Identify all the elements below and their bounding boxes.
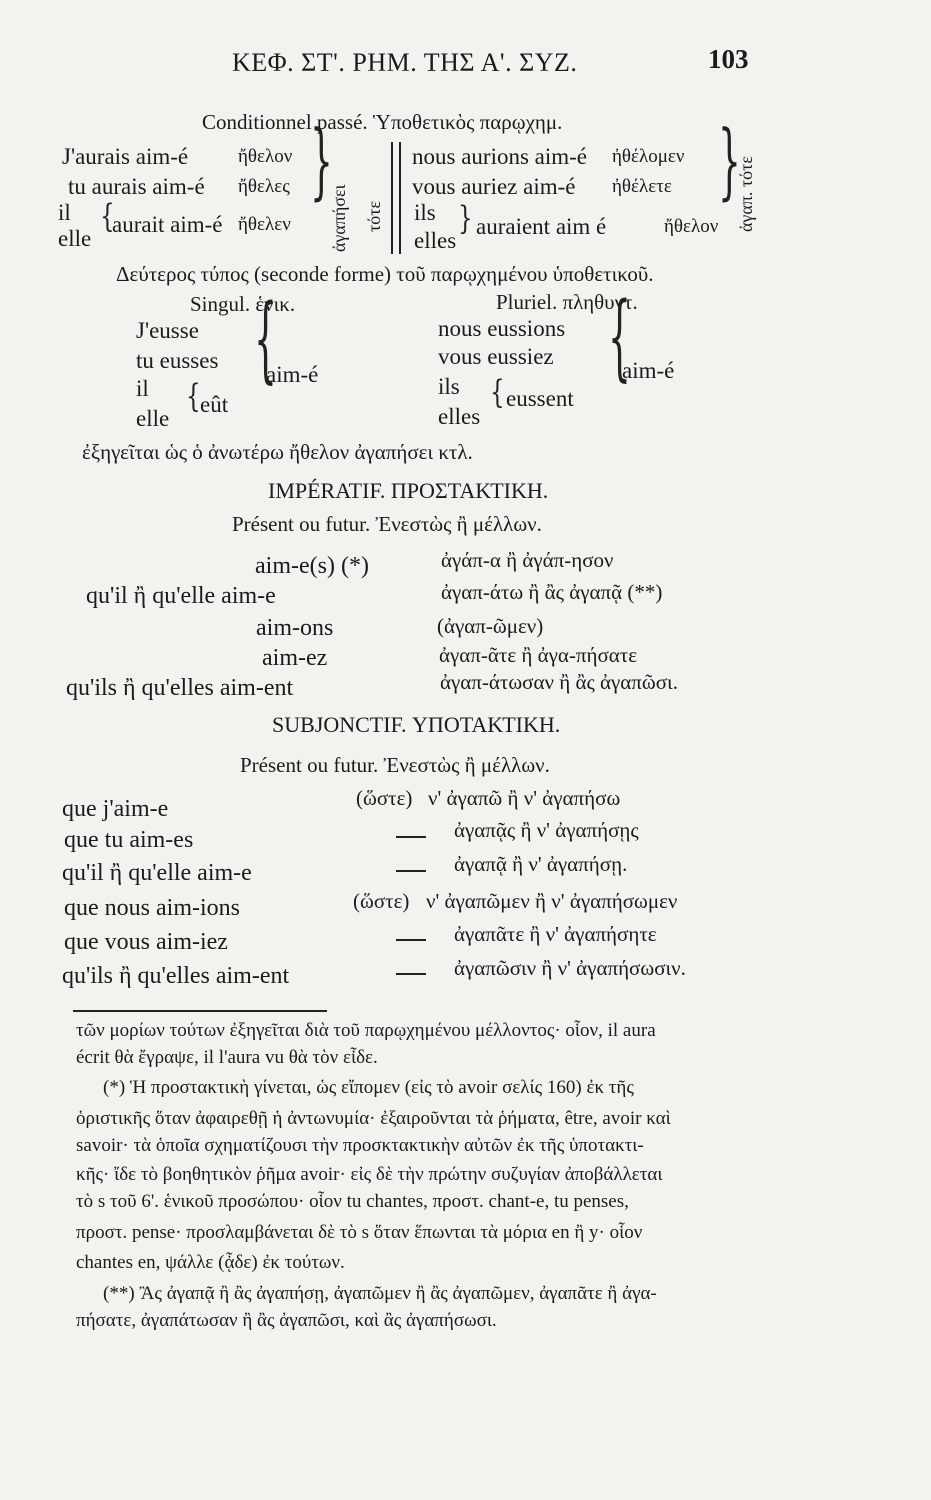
cond-sing-gr-2: ἤθελες [238,176,290,197]
second-sing-2: tu eusses [136,348,219,373]
second-sing-3: il [136,376,149,401]
second-plur-3: ils [438,374,460,399]
right-brace-icon: } [310,115,333,210]
footnote-line-6: κῆς· ἴδε τὸ βοηθητικὸν ῥῆμα avoir· εἰς δὲ τὴν πρώτην συζυγίαν ἀποβάλλεται [76,1164,663,1185]
imperatif-subtitle: Présent ou futur. Ἐνεστὼς ἢ μέλλων. [232,512,542,536]
brace-icon: { [608,285,631,392]
right-brace-icon: } [458,200,473,238]
footnote-line-3: (*) Ἡ προστακτικὴ γίνεται, ὡς εἴπομεν (εἰς τὸ avoir σελίς 160) ἐκ τῆς [103,1077,634,1098]
subjonctif-fr-3: qu'il ἢ qu'elle aim-e [62,860,252,886]
second-form-plur-label: Pluriel. πληθυντ. [496,290,638,314]
second-form-explain: ἐξηγεῖται ὡς ὁ ἀνωτέρω ἤθελον ἀγαπήσει κτλ. [82,440,473,464]
ditto-dash [396,939,426,941]
imperatif-gr-4: ἀγαπ-ᾶτε ἢ ἀγα-πήσατε [439,643,638,667]
subjonctif-fr-1: que j'aim-e [62,796,169,822]
cond-plur-gr-2: ἠθέλετε [612,176,672,197]
column-divider [391,142,393,254]
cond-pronoun-ils: ils [414,200,436,225]
cond-plur-gr-3: ἤθελον [664,216,719,237]
page-number: 103 [708,44,749,74]
right-brace-icon: } [718,115,741,210]
running-title: ΚΕΦ. ΣΤ'. ΡΗΜ. ΤΗΣ Α'. ΣΥΖ. [232,48,578,77]
footnote-line-9: chantes en, ψάλλε (ᾆδε) ἐκ τούτων. [76,1252,345,1273]
second-plur-eussent: eussent [506,386,574,411]
footnote-line-4: ὁριστικῆς ὅταν ἀφαιρεθῇ ἡ ἀντωνυμία· ἐξαιροῦνται τὰ ῥήματα, être, avoir καὶ [76,1108,671,1129]
subjonctif-gr-6: ἀγαπῶσιν ἢ ν' ἀγαπήσωσιν. [454,956,686,980]
subjonctif-gr-2: ἀγαπᾷς ἢ ν' ἀγαπήσῃς [454,818,639,842]
second-plur-aim: aim-é [622,358,675,383]
imperatif-gr-3: (ἀγαπ-ῶμεν) [437,614,544,638]
brace-icon: { [186,378,201,416]
cond-vertical-left2: τότε [364,200,384,232]
subjonctif-gr-5: ἀγαπᾶτε ἢ ν' ἀγαπήσητε [454,922,657,946]
imperatif-fr-2: qu'il ἢ qu'elle aim-e [86,583,276,609]
second-form-sing-label: Singul. ἑνικ. [190,292,296,316]
cond-sing-gr-1: ἤθελον [238,146,293,167]
subjonctif-fr-4: que nous aim-ions [64,895,240,921]
ditto-dash [396,973,426,975]
cond-sing-gr-3: ἤθελεν [238,214,291,235]
cond-plur-gr-1: ἠθέλομεν [612,146,685,167]
footnote-line-10: (**) Ἂς ἀγαπᾷ ἢ ἂς ἀγαπήσῃ, ἀγαπῶμεν ἢ ἂς ἀγαπῶμεν, ἀγαπᾶτε ἢ ἀγα- [103,1283,657,1304]
second-plur-4: elles [438,404,481,429]
footnote-line-2: écrit θὰ ἔγραψε, il l'aura vu θὰ τὸν εἶδε. [76,1047,378,1068]
subjonctif-fr-6: qu'ils ἢ qu'elles aim-ent [62,963,290,989]
cond-pronoun-il: il [58,200,71,225]
footnote-line-8: προστ. pense· προσλαμβάνεται δὲ τὸ s ὅταν ἕπωνται τὰ μόρια en ἢ y· οἷον [76,1222,643,1243]
imperatif-gr-2: ἀγαπ-άτω ἢ ἂς ἀγαπᾷ (**) [441,580,663,604]
second-sing-4: elle [136,406,170,431]
cond-sing-fr-1: J'aurais aim-é [62,144,189,169]
subjonctif-gr-1: ν' ἀγαπῶ ἢ ν' ἀγαπήσω [428,786,621,810]
imperatif-fr-5: qu'ils ἢ qu'elles aim-ent [66,675,294,701]
imperatif-title: IMPÉRATIF. ΠΡΟΣΤΑΚΤΙΚΗ. [268,478,549,503]
second-sing-eut: eût [200,392,229,417]
subjonctif-subtitle: Présent ou futur. Ἐνεστὼς ἢ μέλλων. [240,753,550,777]
subjonctif-mark-1: (ὥστε) [356,786,413,810]
second-form-title: Δεύτερος τύπος (seconde forme) τοῦ παρῳχημένου ὑποθετικοῦ. [116,262,654,286]
imperatif-fr-3: aim-ons [256,615,334,641]
brace-icon: { [254,287,277,394]
second-sing-1: J'eusse [136,318,199,343]
footnote-line-5: savoir· τὰ ὁποῖα σχηματίζουσι τὴν προσκτακτικὴν αὐτῶν ἐκ τῆς ὑποτακτι- [76,1135,644,1156]
cond-sing-fr-2: tu aurais aim-é [68,174,205,199]
cond-vertical-right: ἀγαπ. τότε [736,156,756,232]
subjonctif-fr-5: que vous aim-iez [64,929,228,955]
cond-vertical-left: ἀγαπήσει [329,184,349,252]
imperatif-gr-5: ἀγαπ-άτωσαν ἢ ἂς ἀγαπῶσι. [440,670,678,694]
subjonctif-gr-3: ἀγαπᾷ ἢ ν' ἀγαπήσῃ. [454,852,628,876]
cond-pronoun-elle: elle [58,226,92,251]
brace-icon: { [100,198,115,236]
footnote-rule [73,1010,327,1012]
cond-plur-fr-1: nous aurions aim-é [412,144,588,169]
subjonctif-mark-4: (ὥστε) [353,889,410,913]
cond-pronoun-elles: elles [414,228,457,253]
column-divider [399,142,401,254]
cond-passe-title: Conditionnel passé. Ὑποθετικὸς παρῳχημ. [202,110,563,134]
imperatif-fr-4: aim-ez [262,645,328,671]
imperatif-gr-1: ἀγάπ-α ἢ ἀγάπ-ησον [441,548,614,572]
imperatif-fr-1: aim-e(s) (*) [255,553,369,579]
subjonctif-gr-4: ν' ἀγαπῶμεν ἢ ν' ἀγαπήσωμεν [426,889,678,913]
cond-plur-fr-3: auraient aim é [476,214,607,239]
cond-plur-fr-2: vous auriez aim-é [412,174,576,199]
footnote-line-1: τῶν μορίων τούτων ἐξηγεῖται διὰ τοῦ παρῳχημένου μέλλοντος· οἷον, il aura [76,1020,656,1041]
subjonctif-fr-2: que tu aim-es [64,827,194,853]
cond-sing-fr-3: aurait aim-é [112,212,223,237]
footnote-line-7: τὸ s τοῦ 6'. ἑνικοῦ προσώπου· οἷον tu chantes, προστ. chant-e, tu penses, [76,1191,629,1212]
ditto-dash [396,870,426,872]
second-sing-aim: aim-é [266,362,319,387]
ditto-dash [396,836,426,838]
footnote-line-11: πήσατε, ἀγαπάτωσαν ἢ ἂς ἀγαπῶσι, καὶ ἂς ἀγαπήσωσι. [76,1310,497,1331]
second-plur-2: vous eussiez [438,344,554,369]
second-plur-1: nous eussions [438,316,566,341]
subjonctif-title: SUBJONCTIF. ΥΠΟΤΑΚΤΙΚΗ. [272,712,561,737]
brace-icon: { [490,374,505,412]
